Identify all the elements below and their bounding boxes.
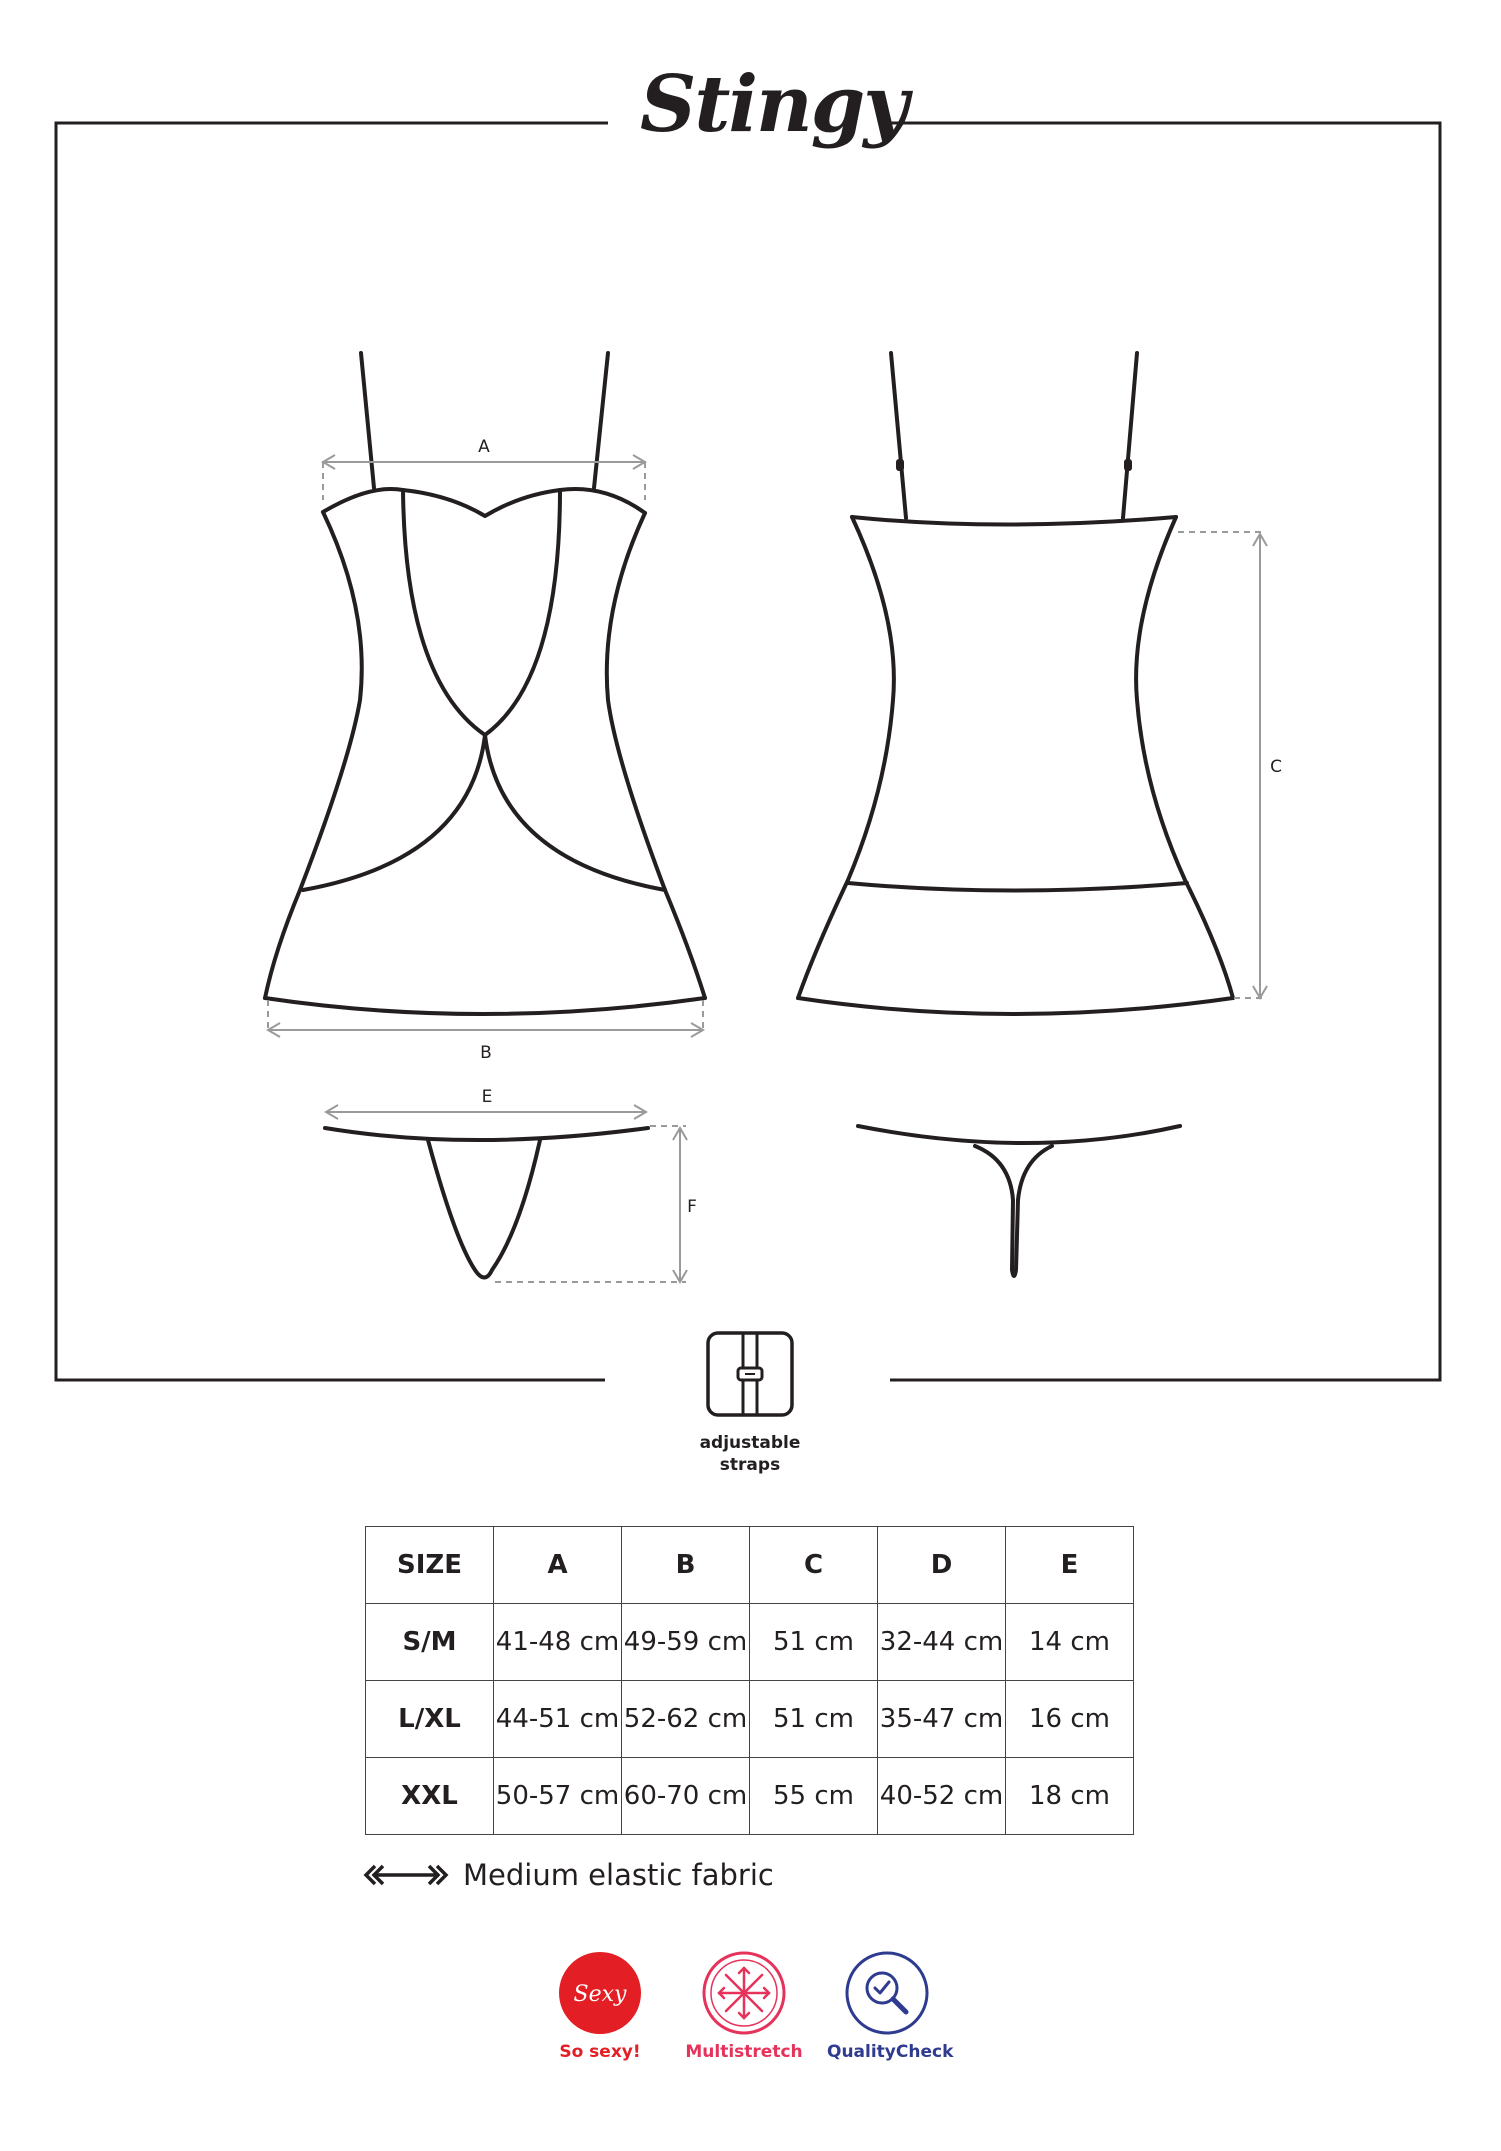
sexy-icon-text: Sexy — [573, 1982, 627, 2007]
badge-sexy-label: So sexy! — [559, 2042, 641, 2062]
back-thong-outline — [858, 1126, 1180, 1276]
fabric-note — [363, 1856, 774, 1892]
table-cell: 50-57 cm — [494, 1758, 622, 1835]
table-cell: 32-44 cm — [878, 1604, 1006, 1681]
badge-sexy — [540, 1950, 660, 2062]
table-row — [366, 1604, 1134, 1681]
size-table-header — [366, 1527, 1134, 1604]
back-strap-sliders — [896, 459, 1132, 471]
header-size: SIZE — [366, 1527, 494, 1604]
table-cell: 52-62 cm — [622, 1681, 750, 1758]
dim-label-a: A — [478, 437, 490, 457]
table-cell: 51 cm — [750, 1681, 878, 1758]
table-cell: 41-48 cm — [494, 1604, 622, 1681]
table-cell: 49-59 cm — [622, 1604, 750, 1681]
badge-quality-check-label: QualityCheck — [827, 2042, 954, 2062]
brand-name: Stingy — [640, 59, 907, 150]
size-cell: L/XL — [366, 1681, 494, 1758]
front-thong-outline — [325, 1128, 648, 1278]
sexy-icon — [557, 1950, 643, 2036]
header-c: C — [750, 1527, 878, 1604]
multistretch-icon — [701, 1950, 787, 2036]
adjustable-straps-feature — [670, 1330, 830, 1476]
dim-label-f: F — [687, 1197, 697, 1217]
dim-label-c: C — [1270, 757, 1282, 777]
back-dimensions — [1178, 532, 1267, 998]
size-cell: S/M — [366, 1604, 494, 1681]
fabric-text: Medium elastic fabric — [463, 1858, 774, 1892]
frame — [56, 123, 1440, 1380]
header-e: E — [1006, 1527, 1134, 1604]
adjustable-straps-label-line2: straps — [719, 1455, 781, 1475]
header-b: B — [622, 1527, 750, 1604]
size-cell: XXL — [366, 1758, 494, 1835]
table-cell: 16 cm — [1006, 1681, 1134, 1758]
badge-multistretch — [684, 1950, 804, 2062]
double-arrow-icon — [363, 1864, 449, 1886]
table-cell: 40-52 cm — [878, 1758, 1006, 1835]
table-cell: 51 cm — [750, 1604, 878, 1681]
back-chemise-outline — [798, 353, 1233, 1014]
table-row — [366, 1681, 1134, 1758]
size-table — [365, 1526, 1134, 1835]
header-d: D — [878, 1527, 1006, 1604]
table-cell: 55 cm — [750, 1758, 878, 1835]
table-cell: 14 cm — [1006, 1604, 1134, 1681]
badge-quality-check — [827, 1950, 954, 2062]
table-cell: 60-70 cm — [622, 1758, 750, 1835]
badge-multistretch-label: Multistretch — [685, 2042, 803, 2062]
header-a: A — [494, 1527, 622, 1604]
brand-logo — [640, 59, 907, 202]
dim-label-e: E — [481, 1087, 493, 1107]
table-cell: 44-51 cm — [494, 1681, 622, 1758]
badges — [540, 1950, 970, 2080]
dim-label-b: B — [480, 1043, 492, 1063]
table-cell: 35-47 cm — [878, 1681, 1006, 1758]
adjustable-straps-label-line1: adjustable — [699, 1433, 801, 1453]
quality-check-icon — [844, 1950, 930, 2036]
table-row — [366, 1758, 1134, 1835]
adjustable-straps-icon — [705, 1330, 795, 1418]
table-cell: 18 cm — [1006, 1758, 1134, 1835]
